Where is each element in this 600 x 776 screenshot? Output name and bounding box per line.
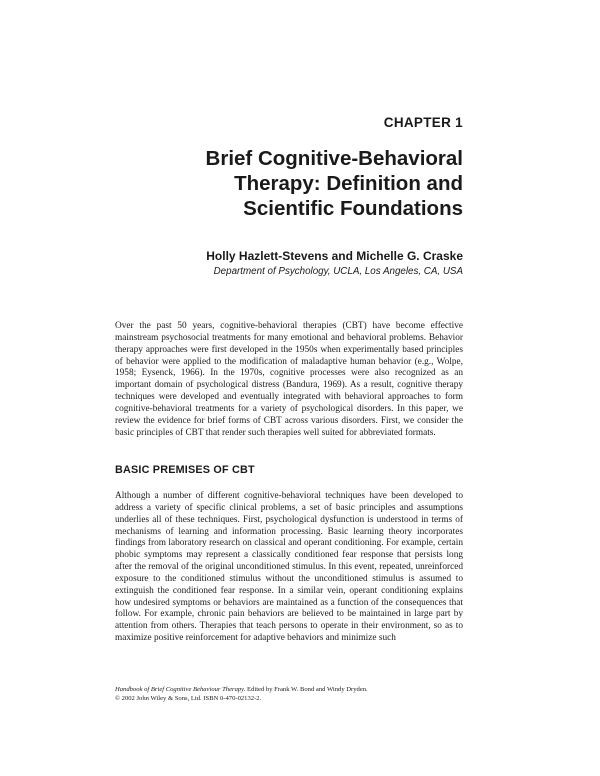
affiliation: Department of Psychology, UCLA, Los Angeles, CA, USA <box>213 266 463 277</box>
footnote-book-title: Handbook of Brief Cognitive Behaviour Therapy. <box>115 686 246 693</box>
chapter-title <box>143 146 463 221</box>
body-paragraph: Although a number of different cognitive-behavioral techniques have been developed to address a variety of specific clinical problems, a set of basic principles and assumptions underlies all of these techniques. First, psychological dysfunction is understood in terms of mechanisms of learning and information processing. Basic learning theory incorporates findings from laboratory research on classical and operant conditioning. For example, certain phobic symptoms may represent a classically conditioned fear response that persists long after the removal of the original unconditioned stimulus. In this event, repeated, unreinforced exposure to the conditioned stimulus without the unconditioned stimulus is assumed to extinguish the conditioned fear response. In a similar vein, operant conditioning explains how undesired symptoms or behaviors are maintained as a function of the consequences that follow. For example, chronic pain behaviors are believed to be maintained in large part by attention from others. Therapies that teach persons to operate in their environment, so as to maximize positive reinforcement for adaptive behaviors and minimize such <box>115 491 463 644</box>
footnote-copyright: © 2002 John Wiley & Sons, Ltd. ISBN 0-470-02132-2. <box>115 695 262 702</box>
footnote-citation <box>115 685 475 694</box>
section-heading: BASIC PREMISES OF CBT <box>115 464 255 476</box>
chapter-label: CHAPTER 1 <box>383 115 463 130</box>
footnote-editors: Edited by Frank W. Bond and Windy Dryden. <box>245 686 368 693</box>
chapter-title-line: Scientific Foundations <box>243 197 463 220</box>
abstract-paragraph: Over the past 50 years, cognitive-behavioral therapies (CBT) have become effective mainstream psychosocial treatments for many emotional and behavioral problems. Behavior therapy approaches were first developed in the 1950s when experimentally based principles of behavior were applied to the modification of maladaptive human behavior (e.g., Wolpe, 1958; Eysenck, 1966). In the 1970s, cognitive processes were also recognized as an important domain of psychological distress (Bandura, 1969). As a result, cognitive therapy techniques were developed and eventually integrated with behavioral approaches to form cognitive-behavioral treatments for a variety of psychological disorders. In this paper, we review the evidence for brief forms of CBT across various disorders. First, we consider the basic principles of CBT that render such therapies well suited for abbreviated formats. <box>115 321 463 438</box>
authors: Holly Hazlett-Stevens and Michelle G. Craske <box>206 249 463 263</box>
chapter-title-line: Brief Cognitive-Behavioral <box>205 147 463 170</box>
footnote <box>115 685 475 703</box>
chapter-title-line: Therapy: Definition and <box>234 172 463 195</box>
